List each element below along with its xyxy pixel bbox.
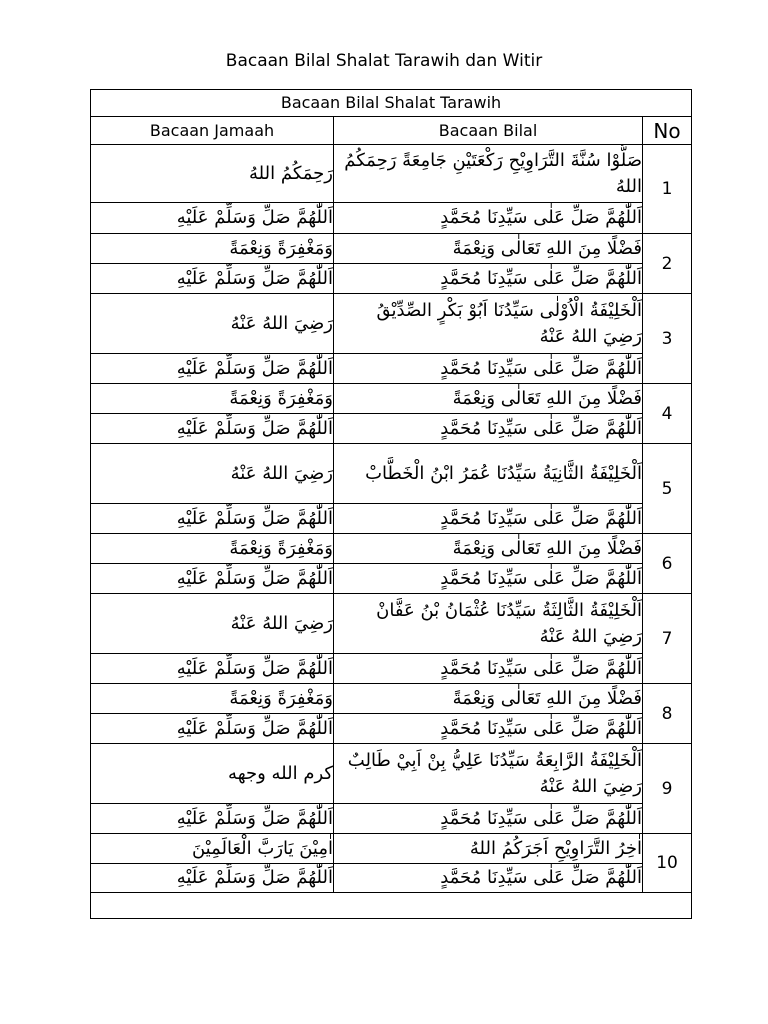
bilal-cell: اَللّٰهُمَّ صَلِّ عَلٰى سَيِّدِنَا مُحَمَّدٍ <box>334 804 643 834</box>
header-jamaah: Bacaan Jamaah <box>91 117 334 145</box>
bilal-cell: اَللّٰهُمَّ صَلِّ عَلٰى سَيِّدِنَا مُحَمَّدٍ <box>334 564 643 594</box>
jamaah-cell: اَللّٰهُمَّ صَلِّ وَسَلِّمْ عَلَيْهِ <box>91 203 334 234</box>
jamaah-cell: رَضِيَ اللهُ عَنْهُ <box>91 594 334 654</box>
bilal-cell: فَضْلًا مِنَ اللهِ تَعَالٰى وَنِعْمَةً <box>334 384 643 414</box>
bilal-cell: اَللّٰهُمَّ صَلِّ عَلٰى سَيِّدِنَا مُحَمَّدٍ <box>334 203 643 234</box>
jamaah-cell: كرم الله وجهه <box>91 744 334 804</box>
row-number: 2 <box>643 234 692 294</box>
bilal-cell: اَللّٰهُمَّ صَلِّ عَلٰى سَيِّدِنَا مُحَمَّدٍ <box>334 354 643 384</box>
row-number: 4 <box>643 384 692 444</box>
jamaah-cell: وَمَغْفِرَةً وَنِعْمَةً <box>91 534 334 564</box>
bilal-cell: اَللّٰهُمَّ صَلِّ عَلٰى سَيِّدِنَا مُحَمَّدٍ <box>334 714 643 744</box>
jamaah-cell: اَللّٰهُمَّ صَلِّ وَسَلِّمْ عَلَيْهِ <box>91 864 334 893</box>
jamaah-cell: اَللّٰهُمَّ صَلِّ وَسَلِّمْ عَلَيْهِ <box>91 714 334 744</box>
jamaah-cell: اَللّٰهُمَّ صَلِّ وَسَلِّمْ عَلَيْهِ <box>91 264 334 294</box>
row-number: 1 <box>643 145 692 234</box>
bilal-cell: اَلْخَلِيْفَةُ الْاُوْلٰى سَيِّدُنَا اَبُوْ بَكْرٍ الصِّدِّيْقُ رَضِيَ اللهُ عَنْهُ <box>334 294 643 354</box>
jamaah-cell: وَمَغْفِرَةً وَنِعْمَةً <box>91 384 334 414</box>
bilal-cell: اَللّٰهُمَّ صَلِّ عَلٰى سَيِّدِنَا مُحَمَّدٍ <box>334 504 643 534</box>
row-number: 9 <box>643 744 692 834</box>
bilal-cell: اَلْخَلِيْفَةُ الرَّابِعَةُ سَيِّدُنَا عَلِيُّ بِنْ اَبِيْ طَالِبٌ رَضِيَ اللهُ عَنْهُ <box>334 744 643 804</box>
bilal-cell: اَللّٰهُمَّ صَلِّ عَلٰى سَيِّدِنَا مُحَمَّدٍ <box>334 414 643 444</box>
bilal-cell: اَلْخَلِيْفَةُ الثَّالِثَةُ سَيِّدُنَا عُثْمَانُ بْنُ عَفَّانْ رَضِيَ اللهُ عَنْهُ <box>334 594 643 654</box>
jamaah-cell: اَللّٰهُمَّ صَلِّ وَسَلِّمْ عَلَيْهِ <box>91 804 334 834</box>
bilal-cell: فَضْلًا مِنَ اللهِ تَعَالٰى وَنِعْمَةً <box>334 234 643 264</box>
jamaah-cell: اَللّٰهُمَّ صَلِّ وَسَلِّمْ عَلَيْهِ <box>91 354 334 384</box>
row-number: 8 <box>643 684 692 744</box>
section-title: Bacaan Bilal Shalat Tarawih <box>91 90 692 117</box>
bilal-cell: اَللّٰهُمَّ صَلِّ عَلٰى سَيِّدِنَا مُحَمَّدٍ <box>334 264 643 294</box>
header-no: No <box>643 117 692 145</box>
jamaah-cell: وَمَغْفِرَةً وَنِعْمَةً <box>91 234 334 264</box>
jamaah-cell: اٰمِيْنَ يَارَبَّ الْعَالَمِيْنَ <box>91 834 334 864</box>
jamaah-cell: اَللّٰهُمَّ صَلِّ وَسَلِّمْ عَلَيْهِ <box>91 564 334 594</box>
jamaah-cell: وَمَغْفِرَةً وَنِعْمَةً <box>91 684 334 714</box>
header-bilal: Bacaan Bilal <box>334 117 643 145</box>
jamaah-cell: رَحِمَكُمُ اللهُ <box>91 145 334 203</box>
row-number: 6 <box>643 534 692 594</box>
row-number: 7 <box>643 594 692 684</box>
jamaah-cell: اَللّٰهُمَّ صَلِّ وَسَلِّمْ عَلَيْهِ <box>91 414 334 444</box>
bilal-cell: اٰخِرُ التَّرَاوِيْحِ اَجَرَكُمُ اللهُ <box>334 834 643 864</box>
row-number: 10 <box>643 834 692 893</box>
jamaah-cell: اَللّٰهُمَّ صَلِّ وَسَلِّمْ عَلَيْهِ <box>91 504 334 534</box>
bilal-cell: اَلْخَلِيْفَةُ الثَّانِيَةُ سَيِّدُنَا عُمَرُ ابْنُ الْخَطَّابْ <box>334 444 643 504</box>
document-title: Bacaan Bilal Shalat Tarawih dan Witir <box>225 51 543 71</box>
jamaah-cell: اَللّٰهُمَّ صَلِّ وَسَلِّمْ عَلَيْهِ <box>91 654 334 684</box>
bilal-table <box>90 89 692 919</box>
bilal-cell: اَللّٰهُمَّ صَلِّ عَلٰى سَيِّدِنَا مُحَمَّدٍ <box>334 864 643 893</box>
bilal-cell: فَضْلًا مِنَ اللهِ تَعَالٰى وَنِعْمَةً <box>334 684 643 714</box>
jamaah-cell: رَضِيَ اللهُ عَنْهُ <box>91 444 334 504</box>
bilal-cell: صَلُّوْا سُنَّةَ التَّرَاوِيْحِ رَكْعَتَيْنِ جَامِعَةً رَحِمَكُمُ اللهُ <box>334 145 643 203</box>
jamaah-cell: رَضِيَ اللهُ عَنْهُ <box>91 294 334 354</box>
row-number: 3 <box>643 294 692 384</box>
bilal-cell: اَللّٰهُمَّ صَلِّ عَلٰى سَيِّدِنَا مُحَمَّدٍ <box>334 654 643 684</box>
empty-row <box>91 893 692 919</box>
row-number: 5 <box>643 444 692 534</box>
bilal-cell: فَضْلًا مِنَ اللهِ تَعَالٰى وَنِعْمَةً <box>334 534 643 564</box>
